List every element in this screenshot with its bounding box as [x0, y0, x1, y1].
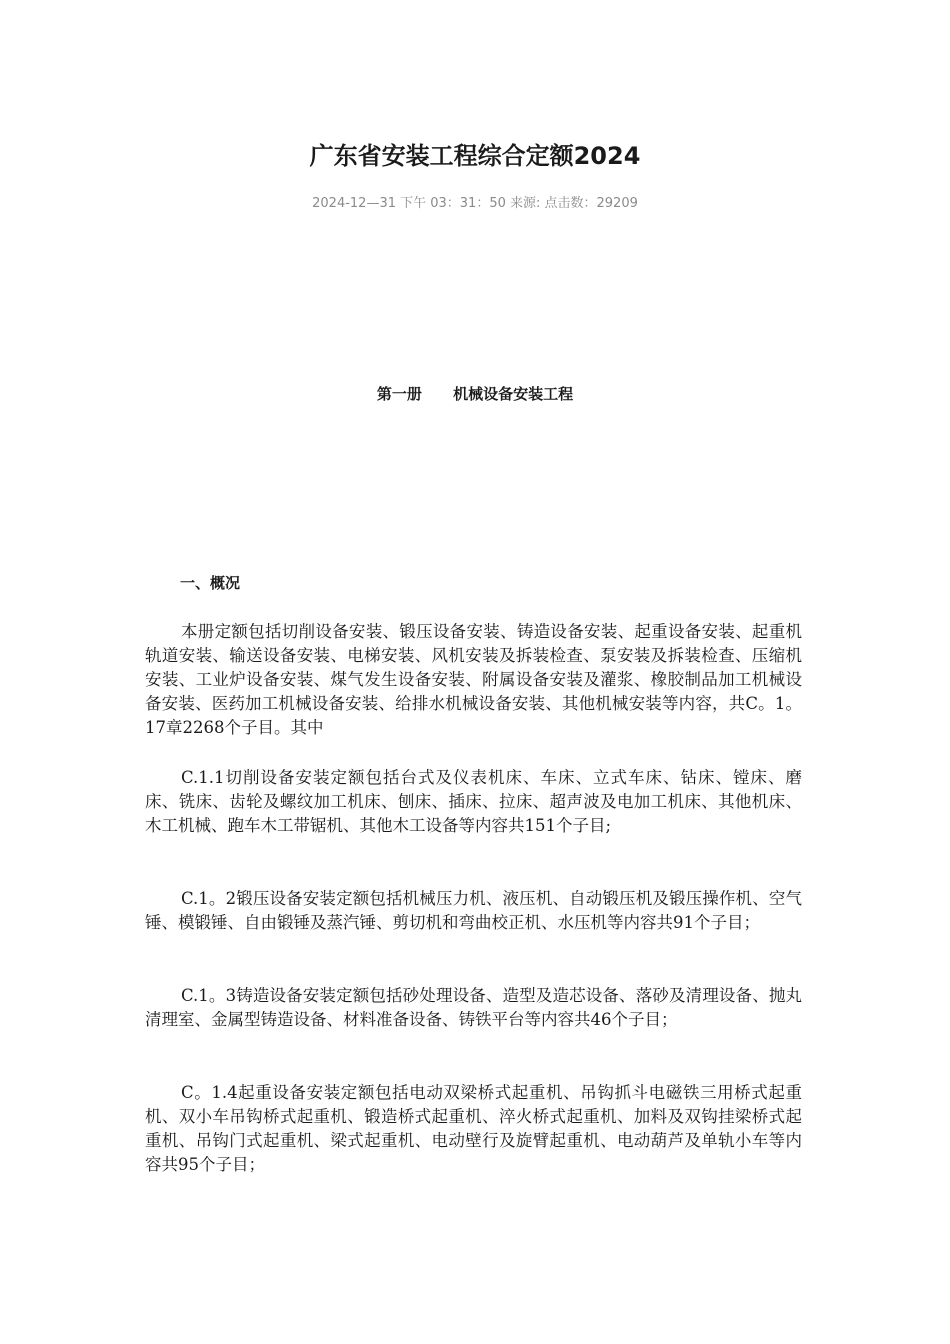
paragraph-c-1-3: C.1。3铸造设备安装定额包括砂处理设备、造型及造芯设备、落砂及清理设备、抛丸清理室、金属型铸造设备、材料准备设备、铸铁平台等内容共46个子目；: [145, 986, 802, 1029]
paragraph-c-1-1: C.1.1切削设备安装定额包括台式及仪表机床、车床、立式车床、钻床、镗床、磨床、铣床、齿轮及螺纹加工机床、刨床、插床、拉床、超声波及电加工机床、其他机床、木工机械、跑车木工带锯机、其他木工设备等内容共151个子目;: [145, 768, 802, 835]
document-title: 广东省安装工程综合定额2024: [309, 142, 641, 170]
paragraph-overview: 本册定额包括切削设备安装、锻压设备安装、铸造设备安装、起重设备安装、起重机轨道安装、输送设备安装、电梯安装、风机安装及拆装检查、泵安装及拆装检查、压缩机安装、工业炉设备安装、煤气发生设备安装、附属设备安装及灌浆、橡胶制品加工机械设备安装、医药加工机械设备安装、给排水机械设备安装、其他机械安装等内容，共C。1。17章2268个子目。其中: [145, 622, 802, 737]
paragraph-c-1-2: C.1。2锻压设备安装定额包括机械压力机、液压机、自动锻压机及锻压操作机、空气锤、模锻锤、自由锻锤及蒸汽锤、剪切机和弯曲校正机、水压机等内容共91个子目；: [145, 889, 802, 932]
volume-heading: 第一册 机械设备安装工程: [376, 385, 574, 403]
document-meta: 2024-12—31 下午 03：31：50 来源: 点击数：29209: [312, 196, 638, 211]
paragraph-c-1-4: C。1.4起重设备安装定额包括电动双梁桥式起重机、吊钩抓斗电磁铁三用桥式起重机、双小车吊钩桥式起重机、锻造桥式起重机、淬火桥式起重机、加料及双钩挂梁桥式起重机、吊钩门式起重机、梁式起重机、电动壁行及旋臂起重机、电动葫芦及单轨小车等内容共95个子目；: [145, 1083, 802, 1174]
section-heading: 一、概况: [180, 574, 241, 592]
